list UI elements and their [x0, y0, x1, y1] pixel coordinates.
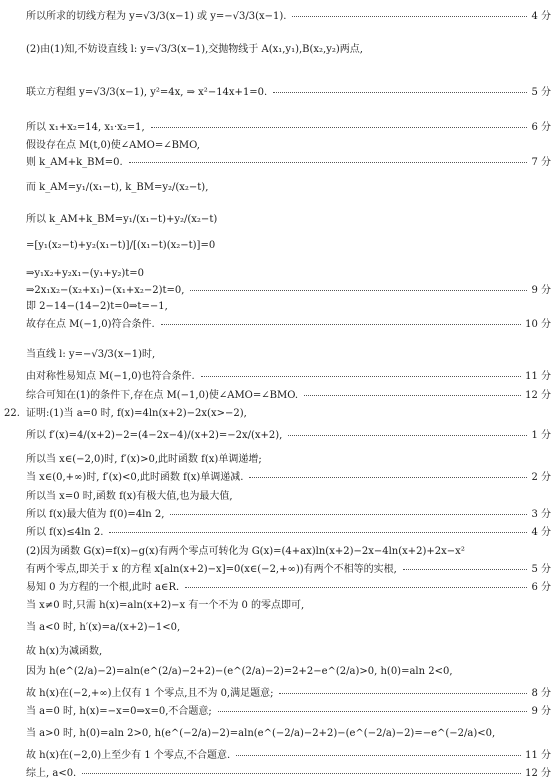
leader-dots: [170, 514, 527, 515]
solution-text: 当 x≠0 时,只需 h(x)=aln(x+2)−x 有一个不为 0 的零点即可,: [26, 600, 305, 611]
solution-line: [0, 598, 559, 614]
solution-text: 联立方程组 y=√3/3(x−1), y²=4x, ⇒ x²−14x+1=0.: [26, 87, 268, 98]
solution-text: 所以 x₁+x₂=14, x₁·x₂=1,: [26, 122, 145, 133]
score-label: 4 分: [531, 527, 551, 538]
solution-text: =[y₁(x₂−t)+y₂(x₁−t)]/[(x₁−t)(x₂−t)]=0: [26, 240, 216, 251]
solution-text: 则 k_AM+k_BM=0.: [26, 157, 123, 168]
solution-line: [0, 317, 559, 333]
leader-dots: [279, 693, 527, 694]
solution-line: [0, 664, 559, 680]
solution-text: 所以 f(x)≤4ln 2.: [26, 527, 104, 538]
solution-text: 故 h(x)在(−2,+∞)上仅有 1 个零点,且不为 0,满足题意;: [26, 688, 274, 699]
question-number: 22.: [4, 408, 20, 419]
solution-line: [0, 620, 559, 636]
solution-text: 假设存在点 M(t,0)使∠AMO=∠BMO,: [26, 140, 200, 151]
solution-line: [0, 470, 559, 486]
solution-text: 所以当 x=0 时,函数 f(x)有极大值,也为最大值,: [26, 491, 233, 502]
leader-dots: [109, 532, 527, 533]
solution-line: [0, 525, 559, 541]
solution-line: [0, 704, 559, 720]
solution-text: 所以 k_AM+k_BM=y₁/(x₁−t)+y₂/(x₂−t): [26, 214, 218, 225]
solution-text: 有两个零点,即关于 x 的方程 x[aln(x+2)−x]=0(x∈(−2,+∞))有两个不相等的实根,: [26, 564, 397, 575]
solution-text: 所以 f(x)最大值为 f(0)=4ln 2,: [26, 509, 165, 520]
leader-dots: [129, 162, 527, 163]
leader-dots: [201, 376, 521, 377]
score-label: 2 分: [531, 472, 551, 483]
solution-line: [0, 686, 559, 702]
score-label: 4 分: [531, 11, 551, 22]
solution-text: 故 h(x)在(−2,0)上至少有 1 个零点,不合题意.: [26, 750, 231, 761]
solution-line: [0, 507, 559, 523]
solution-text: 由对称性易知点 M(−1,0)也符合条件.: [26, 371, 195, 382]
solution-line: [0, 644, 559, 660]
solution-line: [0, 406, 559, 422]
solution-text: 而 k_AM=y₁/(x₁−t), k_BM=y₂/(x₂−t),: [26, 182, 209, 193]
score-label: 9 分: [531, 285, 551, 296]
score-label: 7 分: [531, 157, 551, 168]
solution-text: (2)由(1)知,不妨设直线 l: y=√3/3(x−1),交抛物线于 A(x₁,y₁),B(x₂,y₂)两点,: [26, 44, 363, 55]
score-label: 3 分: [531, 509, 551, 520]
solution-text: 当 x∈(0,+∞)时, f′(x)<0,此时函数 f(x)单调递减.: [26, 472, 244, 483]
solution-line: [0, 766, 559, 782]
solution-line: [0, 212, 559, 228]
score-label: 10 分: [525, 319, 551, 330]
solution-text: 证明:(1)当 a=0 时, f(x)=4ln(x+2)−2x(x>−2),: [26, 408, 247, 419]
score-label: 5 分: [531, 564, 551, 575]
score-label: 11 分: [525, 750, 551, 761]
solution-line: [0, 180, 559, 196]
solution-text: 当 a<0 时, h′(x)=a/(x+2)−1<0,: [26, 622, 181, 633]
solution-text: (2)因为函数 G(x)=f(x)−g(x)有两个零点可转化为 G(x)=(4+ax)ln(x+2)−2x−4ln(x+2)+2x−x²: [26, 546, 465, 557]
solution-text: 故存在点 M(−1,0)符合条件.: [26, 319, 155, 330]
solution-line: [0, 266, 559, 282]
score-label: 11 分: [525, 371, 551, 382]
solution-line: [0, 42, 559, 58]
leader-dots: [288, 435, 527, 436]
solution-line: [0, 489, 559, 505]
solution-text: 因为 h(e^(2/a)−2)=aln(e^(2/a)−2+2)−(e^(2/a)−2)=2+2−e^(2/a)>0, h(0)=aln 2<0,: [26, 666, 453, 677]
solution-line: [0, 388, 559, 404]
score-label: 9 分: [531, 706, 551, 717]
leader-dots: [273, 92, 527, 93]
solution-text: 即 2−14−(14−2)t=0⇒t=−1,: [26, 301, 168, 312]
solution-line: [0, 428, 559, 444]
solution-line: [0, 580, 559, 596]
solution-text: 当 a>0 时, h(0)=aln 2>0, h(e^(−2/a)−2)=aln(e^(−2/a)−2+2)−(e^(−2/a)−2)=−e^(−2/a)<0,: [26, 728, 496, 739]
solution-line: [0, 748, 559, 764]
leader-dots: [190, 290, 527, 291]
solution-text: 当直线 l: y=−√3/3(x−1)时,: [26, 349, 156, 360]
leader-dots: [304, 395, 521, 396]
solution-line: [0, 299, 559, 315]
score-label: 12 分: [525, 390, 551, 401]
solution-text: 综上, a<0.: [26, 768, 77, 779]
leader-dots: [218, 711, 527, 712]
solution-line: [0, 562, 559, 578]
score-label: 5 分: [531, 87, 551, 98]
solution-line: [0, 238, 559, 254]
solution-line: [0, 155, 559, 171]
solution-line: [0, 85, 559, 101]
solution-line: [0, 544, 559, 560]
solution-text: 所以当 x∈(−2,0)时, f′(x)>0,此时函数 f(x)单调递增;: [26, 454, 262, 465]
solution-line: [0, 9, 559, 25]
leader-dots: [161, 324, 521, 325]
score-label: 6 分: [531, 582, 551, 593]
solution-text: 易知 0 为方程的一个根,此时 a∈R.: [26, 582, 180, 593]
solution-text: 当 a=0 时, h(x)=−x=0⇒x=0,不合题意;: [26, 706, 212, 717]
score-label: 1 分: [531, 430, 551, 441]
solution-line: [0, 138, 559, 154]
solution-text: ⇒y₁x₂+y₂x₁−(y₁+y₂)t=0: [26, 268, 145, 279]
solution-line: [0, 452, 559, 468]
solution-text: 故 h(x)为减函数,: [26, 646, 103, 657]
score-label: 12 分: [525, 768, 551, 779]
solution-text: 综合可知在(1)的条件下,存在点 M(−1,0)使∠AMO=∠BMO.: [26, 390, 299, 401]
leader-dots: [82, 773, 521, 774]
leader-dots: [249, 477, 527, 478]
leader-dots: [292, 16, 527, 17]
solution-line: [0, 347, 559, 363]
solution-text: ⇒2x₁x₂−(x₂+x₁)−(x₁+x₂−2)t=0,: [26, 285, 185, 296]
solution-line: [0, 283, 559, 299]
score-label: 8 分: [531, 688, 551, 699]
leader-dots: [403, 569, 527, 570]
solution-line: [0, 726, 559, 742]
leader-dots: [236, 755, 521, 756]
solution-text: 所以所求的切线方程为 y=√3/3(x−1) 或 y=−√3/3(x−1).: [26, 11, 287, 22]
solution-line: [0, 369, 559, 385]
leader-dots: [185, 587, 527, 588]
solution-text: 所以 f′(x)=4/(x+2)−2=(4−2x−4)/(x+2)=−2x/(x+2),: [26, 430, 283, 441]
score-label: 6 分: [531, 122, 551, 133]
leader-dots: [151, 127, 527, 128]
solution-line: [0, 120, 559, 136]
